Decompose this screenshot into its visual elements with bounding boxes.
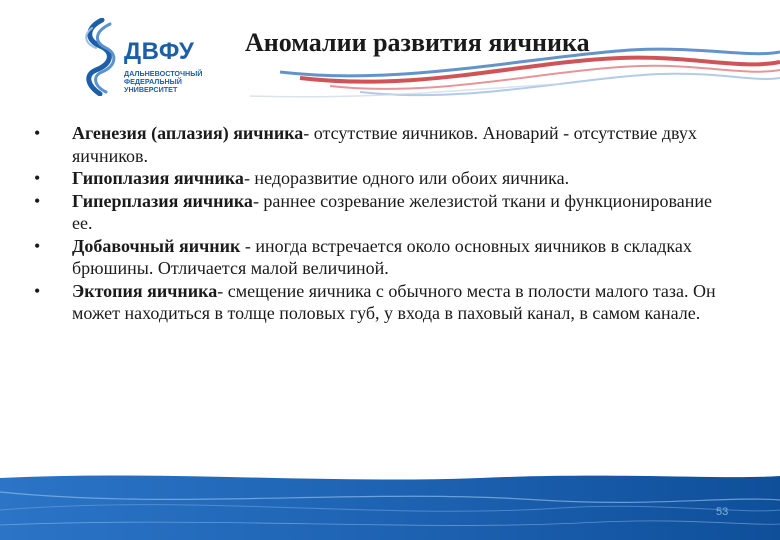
logo-sub-line: ДАЛЬНЕВОСТОЧНЫЙ	[124, 69, 203, 78]
bullet-list	[34, 122, 734, 325]
item-text: - недоразвитие одного или обоих яичника.	[243, 168, 570, 188]
bullet-icon: •	[34, 123, 41, 143]
logo-emblem-icon	[78, 18, 122, 96]
item-term: Добавочный яичник	[72, 235, 241, 256]
logo-sub-line: ФЕДЕРАЛЬНЫЙ	[124, 77, 182, 87]
bullet-icon: •	[34, 235, 41, 256]
bullet-icon: •	[34, 280, 41, 301]
logo-subtitle	[124, 70, 202, 95]
list-item	[34, 280, 734, 325]
slide-title: Аномалии развития яичника	[245, 28, 590, 57]
item-term: Гипоплазия яичника	[72, 168, 244, 188]
item-text: - смещение яичника с обычного места в полости малого таза. Он может находиться в толще половых губ, у входа в паховый канал, в самом канале.	[72, 280, 716, 323]
item-text: - отсутствие яичников. Ановарий - отсутствие двух яичников.	[72, 123, 697, 166]
logo-name: ДВФУ	[124, 38, 195, 65]
list-item	[34, 190, 734, 235]
university-logo	[78, 18, 208, 96]
logo-sub-line: УНИВЕРСИТЕТ	[124, 85, 178, 95]
item-text: - иногда встречается около основных яичников в складках брюшины. Отличается малой величиной.	[72, 235, 692, 278]
item-term: Эктопия яичника	[72, 280, 218, 301]
item-text: - раннее созревание железистой ткани и функционирование ее.	[72, 190, 712, 233]
item-term: Агенезия (аплазия) яичника	[72, 123, 304, 143]
page-number: 53	[716, 506, 729, 518]
footer-wave	[0, 470, 780, 540]
bullet-icon: •	[34, 168, 41, 188]
list-item	[34, 122, 734, 167]
bullet-icon: •	[34, 190, 41, 211]
list-item	[34, 167, 734, 190]
item-term: Гиперплазия яичника	[72, 190, 253, 211]
list-item	[34, 235, 734, 280]
